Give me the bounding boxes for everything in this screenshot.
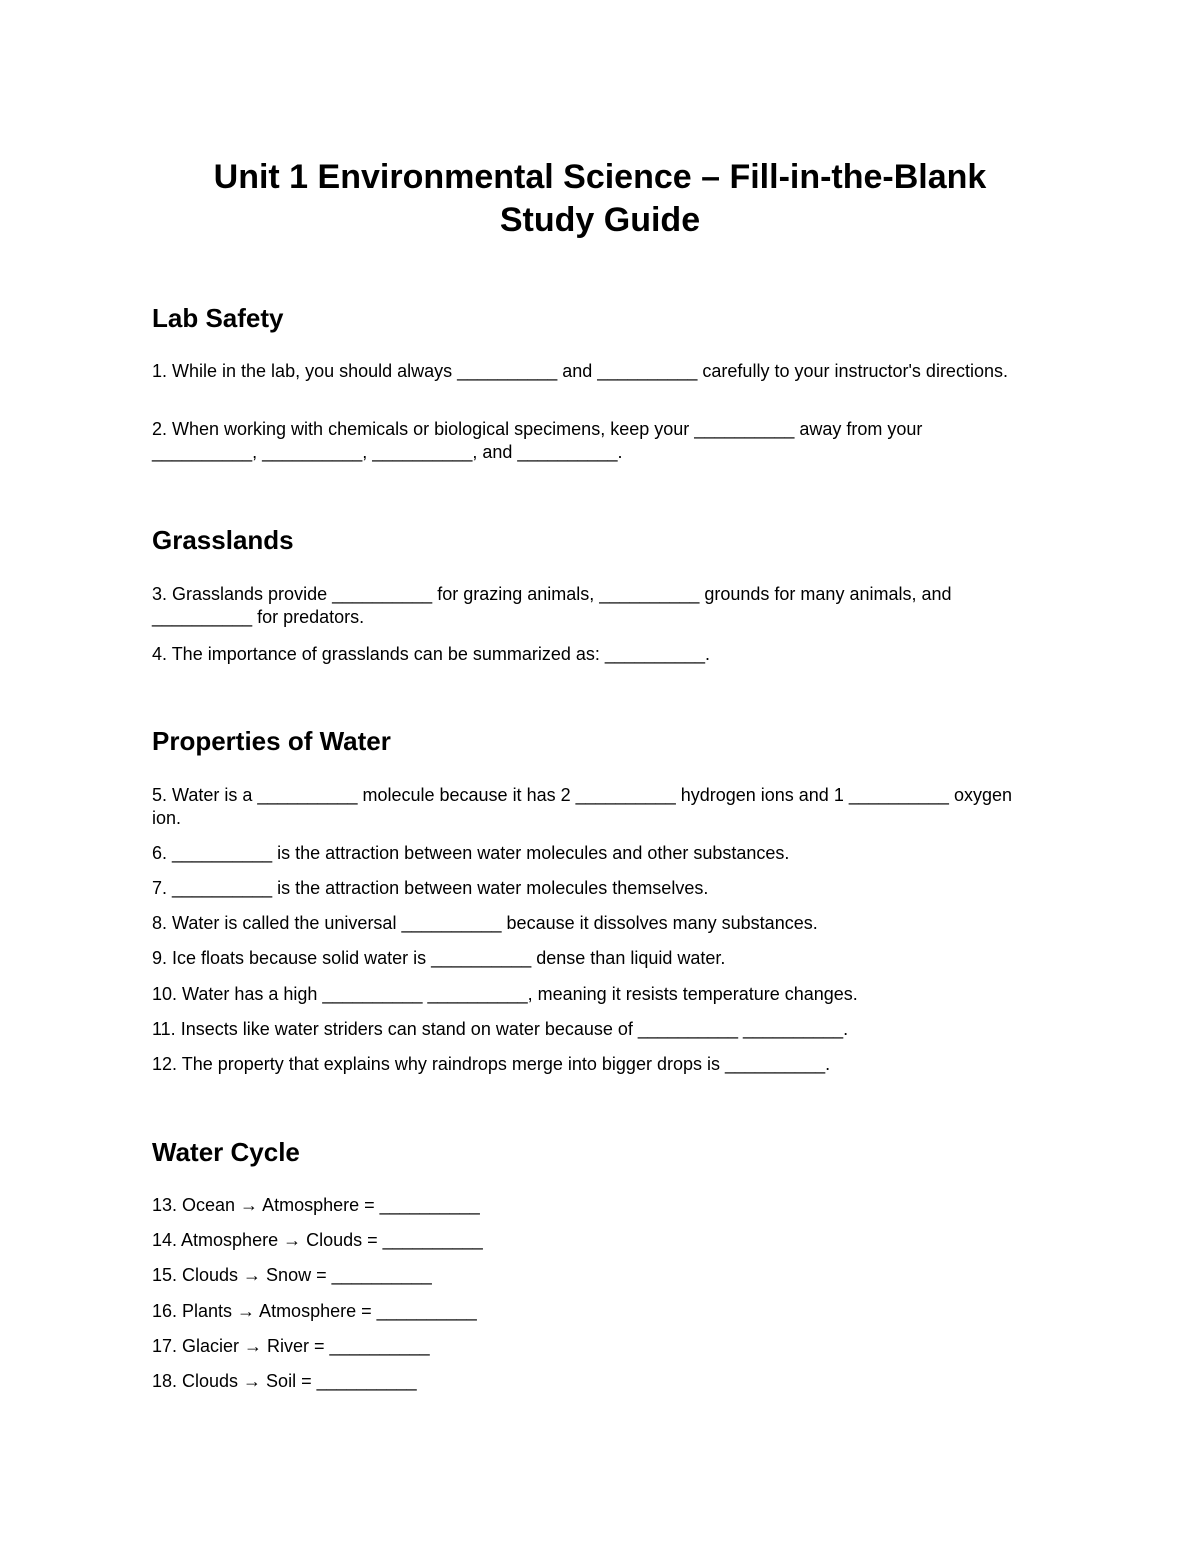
section-heading-properties-of-water: Properties of Water bbox=[152, 726, 391, 756]
question-5: 5. Water is a __________ molecule because it has 2 __________ hydrogen ions and 1 __________ oxygen ion. bbox=[152, 785, 1012, 828]
question-13: 13. Ocean → Atmosphere = __________ bbox=[152, 1195, 480, 1215]
question-9: 9. Ice floats because solid water is __________ dense than liquid water. bbox=[152, 948, 726, 968]
question-1: 1. While in the lab, you should always __________ and __________ carefully to your instructor's directions. bbox=[152, 361, 1008, 381]
question-7: 7. __________ is the attraction between water molecules themselves. bbox=[152, 878, 709, 898]
question-11: 11. Insects like water striders can stand on water because of __________ __________. bbox=[152, 1019, 849, 1039]
question-14: 14. Atmosphere → Clouds = __________ bbox=[152, 1230, 483, 1250]
page-title-line-1: Unit 1 Environmental Science – Fill-in-the-Blank bbox=[213, 158, 987, 196]
section-heading-grasslands: Grasslands bbox=[152, 525, 294, 555]
question-15: 15. Clouds → Snow = __________ bbox=[152, 1265, 432, 1285]
question-10: 10. Water has a high __________ __________, meaning it resists temperature changes. bbox=[152, 984, 858, 1004]
question-16: 16. Plants → Atmosphere = __________ bbox=[152, 1301, 477, 1321]
question-2: 2. When working with chemicals or biological specimens, keep your __________ away from your __________, __________, __________, and __________. bbox=[152, 419, 923, 462]
page-title-line-2: Study Guide bbox=[499, 201, 701, 239]
section-heading-lab-safety: Lab Safety bbox=[152, 303, 284, 333]
question-3: 3. Grasslands provide __________ for grazing animals, __________ grounds for many animals, and __________ for predators. bbox=[152, 584, 952, 627]
question-6: 6. __________ is the attraction between water molecules and other substances. bbox=[152, 843, 790, 863]
question-4: 4. The importance of grasslands can be summarized as: __________. bbox=[152, 644, 710, 664]
question-17: 17. Glacier → River = __________ bbox=[152, 1336, 430, 1356]
question-8: 8. Water is called the universal __________ because it dissolves many substances. bbox=[152, 913, 818, 933]
section-heading-water-cycle: Water Cycle bbox=[152, 1137, 300, 1167]
question-12: 12. The property that explains why raindrops merge into bigger drops is __________. bbox=[152, 1054, 831, 1074]
question-18: 18. Clouds → Soil = __________ bbox=[152, 1371, 417, 1391]
